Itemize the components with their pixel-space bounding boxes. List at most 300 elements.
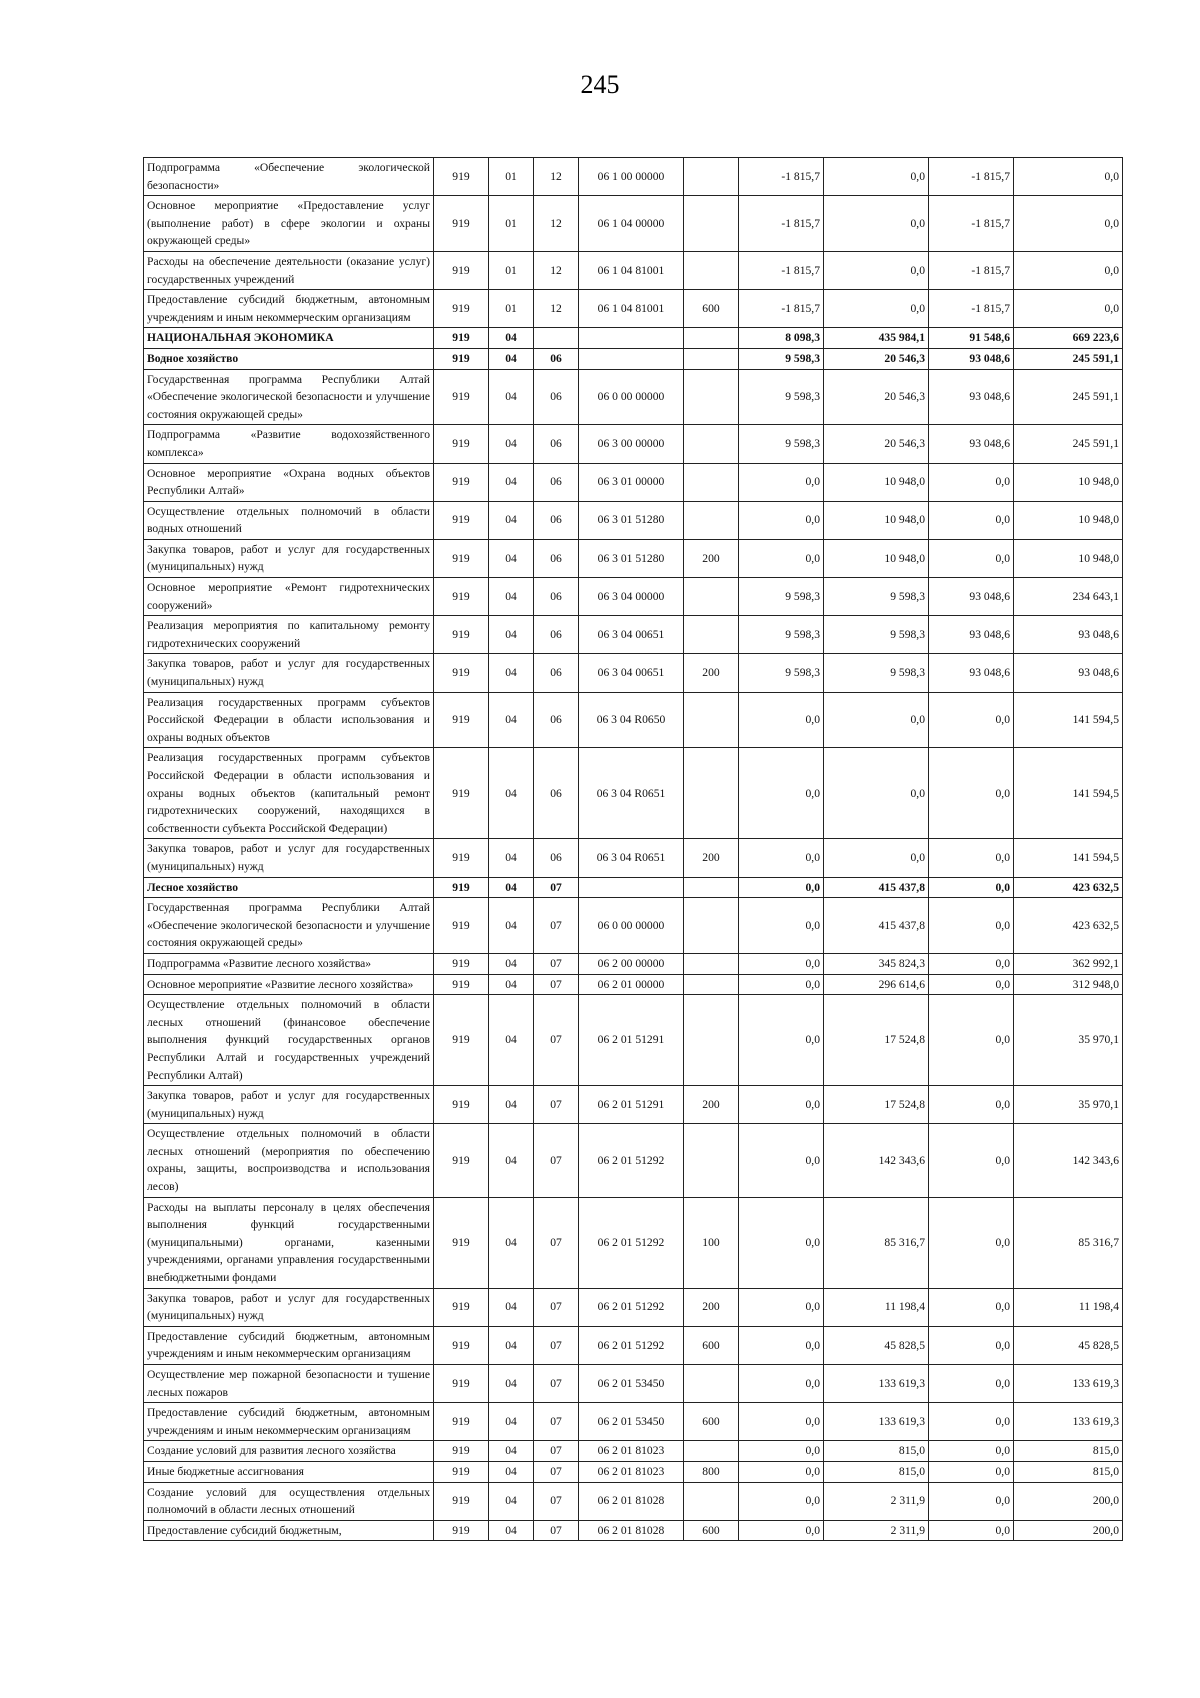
cell-amount-1: 0,0 xyxy=(739,539,824,577)
cell-subsection-code: 07 xyxy=(534,877,579,898)
cell-section-code: 04 xyxy=(489,1365,534,1403)
cell-amount-1: 0,0 xyxy=(739,1482,824,1520)
cell-grbs-code: 919 xyxy=(434,1403,489,1441)
cell-name: Осуществление отдельных полномочий в области лесных отношений (финансовое обеспечение выполнения функций государственных органов Республики Алтай и государственных учреждений Республики Алтай) xyxy=(144,995,434,1086)
cell-amount-2: 435 984,1 xyxy=(824,328,929,349)
cell-amount-1: 0,0 xyxy=(739,953,824,974)
cell-expense-type xyxy=(684,974,739,995)
cell-name: Расходы на выплаты персоналу в целях обеспечения выполнения функций государственными (муниципальными) органами, казенными учреждениями, органами управления государственными внебюджетными фондами xyxy=(144,1197,434,1288)
cell-amount-1: 0,0 xyxy=(739,877,824,898)
cell-target-article: 06 2 01 51292 xyxy=(579,1326,684,1364)
cell-section-code: 04 xyxy=(489,369,534,425)
cell-amount-4: 245 591,1 xyxy=(1014,369,1123,425)
cell-expense-type xyxy=(684,425,739,463)
cell-subsection-code: 06 xyxy=(534,369,579,425)
cell-name: Подпрограмма «Развитие водохозяйственного комплекса» xyxy=(144,425,434,463)
cell-amount-3: 0,0 xyxy=(929,1086,1014,1124)
cell-amount-4: 10 948,0 xyxy=(1014,501,1123,539)
cell-amount-2: 0,0 xyxy=(824,290,929,328)
cell-expense-type: 200 xyxy=(684,654,739,692)
cell-expense-type xyxy=(684,1482,739,1520)
cell-amount-1: 9 598,3 xyxy=(739,616,824,654)
cell-amount-2: 45 828,5 xyxy=(824,1326,929,1364)
cell-expense-type: 600 xyxy=(684,1326,739,1364)
cell-subsection-code: 12 xyxy=(534,290,579,328)
cell-subsection-code: 07 xyxy=(534,1461,579,1482)
cell-amount-2: 20 546,3 xyxy=(824,369,929,425)
cell-amount-4: 815,0 xyxy=(1014,1441,1123,1462)
cell-section-code: 04 xyxy=(489,692,534,748)
cell-grbs-code: 919 xyxy=(434,974,489,995)
cell-amount-1: 0,0 xyxy=(739,974,824,995)
cell-amount-2: 133 619,3 xyxy=(824,1403,929,1441)
cell-amount-3: 0,0 xyxy=(929,953,1014,974)
cell-amount-2: 11 198,4 xyxy=(824,1288,929,1326)
cell-grbs-code: 919 xyxy=(434,1482,489,1520)
cell-subsection-code: 07 xyxy=(534,1326,579,1364)
table-row xyxy=(144,1403,1123,1441)
cell-amount-1: 0,0 xyxy=(739,1124,824,1197)
cell-grbs-code: 919 xyxy=(434,1288,489,1326)
cell-expense-type xyxy=(684,995,739,1086)
cell-target-article: 06 3 01 51280 xyxy=(579,501,684,539)
table-row xyxy=(144,539,1123,577)
cell-section-code: 04 xyxy=(489,1326,534,1364)
cell-amount-2: 17 524,8 xyxy=(824,995,929,1086)
cell-subsection-code: 07 xyxy=(534,953,579,974)
cell-subsection-code: 06 xyxy=(534,348,579,369)
cell-target-article: 06 3 04 R0651 xyxy=(579,839,684,877)
cell-amount-4: 142 343,6 xyxy=(1014,1124,1123,1197)
cell-amount-1: 8 098,3 xyxy=(739,328,824,349)
table-row xyxy=(144,995,1123,1086)
cell-name: Лесное хозяйство xyxy=(144,877,434,898)
cell-expense-type xyxy=(684,348,739,369)
cell-amount-4: 11 198,4 xyxy=(1014,1288,1123,1326)
table-row xyxy=(144,158,1123,196)
cell-name: Закупка товаров, работ и услуг для государственных (муниципальных) нужд xyxy=(144,1086,434,1124)
cell-section-code: 04 xyxy=(489,1403,534,1441)
cell-section-code: 04 xyxy=(489,578,534,616)
cell-section-code: 04 xyxy=(489,1441,534,1462)
cell-amount-4: 0,0 xyxy=(1014,196,1123,252)
cell-amount-3: 0,0 xyxy=(929,898,1014,954)
cell-amount-4: 200,0 xyxy=(1014,1482,1123,1520)
cell-grbs-code: 919 xyxy=(434,251,489,289)
cell-subsection-code: 07 xyxy=(534,898,579,954)
table-row xyxy=(144,348,1123,369)
cell-amount-4: 133 619,3 xyxy=(1014,1403,1123,1441)
cell-grbs-code: 919 xyxy=(434,654,489,692)
cell-grbs-code: 919 xyxy=(434,1326,489,1364)
cell-section-code: 04 xyxy=(489,328,534,349)
cell-name: Создание условий для развития лесного хозяйства xyxy=(144,1441,434,1462)
cell-amount-3: 0,0 xyxy=(929,1197,1014,1288)
cell-amount-1: 0,0 xyxy=(739,995,824,1086)
cell-amount-3: 91 548,6 xyxy=(929,328,1014,349)
cell-expense-type xyxy=(684,501,739,539)
cell-expense-type xyxy=(684,251,739,289)
table-body xyxy=(144,158,1123,1541)
cell-subsection-code: 06 xyxy=(534,748,579,839)
cell-grbs-code: 919 xyxy=(434,1365,489,1403)
cell-amount-3: -1 815,7 xyxy=(929,196,1014,252)
cell-amount-1: 0,0 xyxy=(739,1197,824,1288)
cell-amount-3: 0,0 xyxy=(929,463,1014,501)
cell-grbs-code: 919 xyxy=(434,898,489,954)
table-row xyxy=(144,1124,1123,1197)
cell-expense-type: 200 xyxy=(684,839,739,877)
table-row xyxy=(144,748,1123,839)
cell-expense-type xyxy=(684,1441,739,1462)
cell-amount-1: 9 598,3 xyxy=(739,578,824,616)
cell-amount-3: 0,0 xyxy=(929,1365,1014,1403)
cell-target-article: 06 2 01 81028 xyxy=(579,1482,684,1520)
cell-amount-3: 0,0 xyxy=(929,692,1014,748)
cell-target-article xyxy=(579,877,684,898)
cell-subsection-code: 07 xyxy=(534,995,579,1086)
cell-subsection-code: 07 xyxy=(534,1197,579,1288)
cell-name: Реализация государственных программ субъектов Российской Федерации в области использования и охраны водных объектов xyxy=(144,692,434,748)
cell-amount-1: 0,0 xyxy=(739,1365,824,1403)
cell-section-code: 04 xyxy=(489,974,534,995)
cell-section-code: 04 xyxy=(489,953,534,974)
cell-amount-1: 0,0 xyxy=(739,1520,824,1541)
cell-amount-2: 815,0 xyxy=(824,1461,929,1482)
cell-expense-type xyxy=(684,196,739,252)
cell-target-article xyxy=(579,348,684,369)
cell-expense-type: 600 xyxy=(684,290,739,328)
cell-amount-2: 0,0 xyxy=(824,251,929,289)
cell-expense-type: 100 xyxy=(684,1197,739,1288)
cell-section-code: 04 xyxy=(489,1086,534,1124)
cell-subsection-code: 06 xyxy=(534,692,579,748)
cell-name: Государственная программа Республики Алтай «Обеспечение экологической безопасности и улучшение состояния окружающей среды» xyxy=(144,898,434,954)
cell-subsection-code: 07 xyxy=(534,1086,579,1124)
cell-expense-type xyxy=(684,953,739,974)
table-row xyxy=(144,654,1123,692)
cell-amount-3: -1 815,7 xyxy=(929,158,1014,196)
cell-amount-1: 0,0 xyxy=(739,1441,824,1462)
cell-grbs-code: 919 xyxy=(434,328,489,349)
cell-name: Подпрограмма «Обеспечение экологической безопасности» xyxy=(144,158,434,196)
cell-section-code: 04 xyxy=(489,1288,534,1326)
table-row xyxy=(144,425,1123,463)
cell-amount-4: 141 594,5 xyxy=(1014,692,1123,748)
cell-target-article: 06 1 04 00000 xyxy=(579,196,684,252)
cell-amount-2: 10 948,0 xyxy=(824,501,929,539)
cell-name: Иные бюджетные ассигнования xyxy=(144,1461,434,1482)
cell-amount-3: -1 815,7 xyxy=(929,290,1014,328)
cell-amount-3: 93 048,6 xyxy=(929,616,1014,654)
cell-amount-2: 2 311,9 xyxy=(824,1520,929,1541)
cell-subsection-code: 06 xyxy=(534,616,579,654)
cell-amount-2: 415 437,8 xyxy=(824,877,929,898)
cell-amount-2: 142 343,6 xyxy=(824,1124,929,1197)
cell-amount-3: 0,0 xyxy=(929,877,1014,898)
cell-amount-2: 17 524,8 xyxy=(824,1086,929,1124)
cell-target-article: 06 0 00 00000 xyxy=(579,369,684,425)
cell-amount-2: 2 311,9 xyxy=(824,1482,929,1520)
cell-name: Предоставление субсидий бюджетным, автономным учреждениям и иным некоммерческим организациям xyxy=(144,290,434,328)
cell-target-article: 06 1 00 00000 xyxy=(579,158,684,196)
cell-grbs-code: 919 xyxy=(434,578,489,616)
cell-amount-2: 0,0 xyxy=(824,839,929,877)
table-row xyxy=(144,953,1123,974)
cell-name: Расходы на обеспечение деятельности (оказание услуг) государственных учреждений xyxy=(144,251,434,289)
cell-grbs-code: 919 xyxy=(434,1520,489,1541)
cell-name: Подпрограмма «Развитие лесного хозяйства» xyxy=(144,953,434,974)
cell-amount-3: 0,0 xyxy=(929,501,1014,539)
cell-amount-2: 415 437,8 xyxy=(824,898,929,954)
cell-amount-2: 133 619,3 xyxy=(824,1365,929,1403)
cell-target-article: 06 0 00 00000 xyxy=(579,898,684,954)
cell-subsection-code: 06 xyxy=(534,501,579,539)
cell-subsection-code: 07 xyxy=(534,1365,579,1403)
cell-name: Закупка товаров, работ и услуг для государственных (муниципальных) нужд xyxy=(144,839,434,877)
cell-expense-type xyxy=(684,898,739,954)
table-row xyxy=(144,839,1123,877)
cell-name: Основное мероприятие «Предоставление услуг (выполнение работ) в сфере экологии и охраны окружающей среды» xyxy=(144,196,434,252)
cell-expense-type xyxy=(684,463,739,501)
cell-amount-4: 245 591,1 xyxy=(1014,348,1123,369)
table-row xyxy=(144,251,1123,289)
cell-subsection-code: 12 xyxy=(534,251,579,289)
cell-amount-3: 0,0 xyxy=(929,1482,1014,1520)
cell-amount-2: 0,0 xyxy=(824,158,929,196)
cell-name: Осуществление отдельных полномочий в области лесных отношений (мероприятия по обеспечению охраны, защиты, воспроизводства и использования лесов) xyxy=(144,1124,434,1197)
cell-amount-1: 0,0 xyxy=(739,1288,824,1326)
cell-section-code: 04 xyxy=(489,616,534,654)
cell-amount-2: 10 948,0 xyxy=(824,539,929,577)
cell-subsection-code: 07 xyxy=(534,1482,579,1520)
cell-grbs-code: 919 xyxy=(434,425,489,463)
cell-amount-1: 9 598,3 xyxy=(739,348,824,369)
cell-subsection-code: 06 xyxy=(534,539,579,577)
cell-amount-4: 200,0 xyxy=(1014,1520,1123,1541)
cell-amount-2: 0,0 xyxy=(824,748,929,839)
cell-amount-3: 0,0 xyxy=(929,1124,1014,1197)
cell-amount-1: 9 598,3 xyxy=(739,425,824,463)
cell-subsection-code: 07 xyxy=(534,974,579,995)
cell-section-code: 04 xyxy=(489,748,534,839)
cell-subsection-code: 07 xyxy=(534,1124,579,1197)
budget-table xyxy=(143,157,1123,1541)
cell-grbs-code: 919 xyxy=(434,348,489,369)
cell-amount-3: 0,0 xyxy=(929,1403,1014,1441)
table-row xyxy=(144,290,1123,328)
cell-amount-3: 93 048,6 xyxy=(929,654,1014,692)
cell-expense-type: 800 xyxy=(684,1461,739,1482)
cell-section-code: 01 xyxy=(489,196,534,252)
cell-amount-4: 234 643,1 xyxy=(1014,578,1123,616)
cell-amount-4: 10 948,0 xyxy=(1014,539,1123,577)
table-row xyxy=(144,1197,1123,1288)
cell-grbs-code: 919 xyxy=(434,616,489,654)
cell-expense-type: 200 xyxy=(684,1288,739,1326)
cell-amount-4: 133 619,3 xyxy=(1014,1365,1123,1403)
cell-target-article: 06 2 01 51292 xyxy=(579,1288,684,1326)
cell-amount-3: 0,0 xyxy=(929,1326,1014,1364)
cell-target-article: 06 3 04 R0651 xyxy=(579,748,684,839)
table-row xyxy=(144,1288,1123,1326)
cell-grbs-code: 919 xyxy=(434,748,489,839)
cell-subsection-code: 06 xyxy=(534,578,579,616)
cell-subsection-code xyxy=(534,328,579,349)
cell-amount-2: 85 316,7 xyxy=(824,1197,929,1288)
cell-expense-type: 200 xyxy=(684,539,739,577)
cell-subsection-code: 07 xyxy=(534,1441,579,1462)
cell-grbs-code: 919 xyxy=(434,1461,489,1482)
cell-target-article: 06 1 04 81001 xyxy=(579,290,684,328)
table-row xyxy=(144,501,1123,539)
cell-grbs-code: 919 xyxy=(434,369,489,425)
cell-amount-2: 0,0 xyxy=(824,692,929,748)
cell-amount-1: -1 815,7 xyxy=(739,251,824,289)
cell-amount-4: 0,0 xyxy=(1014,158,1123,196)
cell-amount-1: -1 815,7 xyxy=(739,158,824,196)
cell-grbs-code: 919 xyxy=(434,290,489,328)
cell-expense-type: 200 xyxy=(684,1086,739,1124)
cell-name: Государственная программа Республики Алтай «Обеспечение экологической безопасности и улучшение состояния окружающей среды» xyxy=(144,369,434,425)
cell-amount-4: 423 632,5 xyxy=(1014,877,1123,898)
table-row xyxy=(144,616,1123,654)
cell-amount-2: 9 598,3 xyxy=(824,654,929,692)
cell-section-code: 04 xyxy=(489,1124,534,1197)
cell-amount-1: 0,0 xyxy=(739,463,824,501)
cell-section-code: 04 xyxy=(489,839,534,877)
cell-amount-4: 10 948,0 xyxy=(1014,463,1123,501)
table-row xyxy=(144,1482,1123,1520)
cell-name: Закупка товаров, работ и услуг для государственных (муниципальных) нужд xyxy=(144,1288,434,1326)
cell-grbs-code: 919 xyxy=(434,953,489,974)
cell-target-article: 06 3 04 00651 xyxy=(579,616,684,654)
cell-amount-3: 0,0 xyxy=(929,1461,1014,1482)
cell-amount-2: 0,0 xyxy=(824,196,929,252)
cell-amount-4: 815,0 xyxy=(1014,1461,1123,1482)
cell-subsection-code: 06 xyxy=(534,425,579,463)
cell-target-article: 06 3 01 51280 xyxy=(579,539,684,577)
cell-amount-3: 0,0 xyxy=(929,839,1014,877)
cell-target-article: 06 1 04 81001 xyxy=(579,251,684,289)
table-row xyxy=(144,974,1123,995)
cell-grbs-code: 919 xyxy=(434,501,489,539)
cell-amount-1: 0,0 xyxy=(739,898,824,954)
cell-target-article: 06 3 04 00000 xyxy=(579,578,684,616)
table-row xyxy=(144,898,1123,954)
cell-amount-2: 20 546,3 xyxy=(824,425,929,463)
cell-section-code: 04 xyxy=(489,1197,534,1288)
cell-target-article: 06 2 01 00000 xyxy=(579,974,684,995)
cell-grbs-code: 919 xyxy=(434,692,489,748)
table-row xyxy=(144,328,1123,349)
cell-section-code: 01 xyxy=(489,290,534,328)
cell-amount-3: 93 048,6 xyxy=(929,578,1014,616)
cell-amount-4: 362 992,1 xyxy=(1014,953,1123,974)
cell-amount-1: 0,0 xyxy=(739,748,824,839)
cell-amount-3: 93 048,6 xyxy=(929,425,1014,463)
cell-amount-2: 345 824,3 xyxy=(824,953,929,974)
cell-amount-3: 0,0 xyxy=(929,1520,1014,1541)
cell-name: Предоставление субсидий бюджетным, автономным учреждениям и иным некоммерческим организациям xyxy=(144,1403,434,1441)
cell-section-code: 04 xyxy=(489,898,534,954)
cell-amount-1: -1 815,7 xyxy=(739,196,824,252)
cell-amount-3: 0,0 xyxy=(929,539,1014,577)
cell-amount-1: 0,0 xyxy=(739,1086,824,1124)
cell-target-article: 06 2 01 81023 xyxy=(579,1441,684,1462)
cell-grbs-code: 919 xyxy=(434,1086,489,1124)
cell-amount-4: 669 223,6 xyxy=(1014,328,1123,349)
cell-amount-4: 423 632,5 xyxy=(1014,898,1123,954)
cell-target-article: 06 2 00 00000 xyxy=(579,953,684,974)
cell-section-code: 04 xyxy=(489,348,534,369)
cell-name: НАЦИОНАЛЬНАЯ ЭКОНОМИКА xyxy=(144,328,434,349)
cell-amount-3: 93 048,6 xyxy=(929,348,1014,369)
cell-section-code: 01 xyxy=(489,251,534,289)
table-row xyxy=(144,1461,1123,1482)
cell-subsection-code: 07 xyxy=(534,1288,579,1326)
cell-amount-4: 141 594,5 xyxy=(1014,748,1123,839)
cell-target-article xyxy=(579,328,684,349)
cell-expense-type xyxy=(684,578,739,616)
table-row xyxy=(144,877,1123,898)
cell-section-code: 04 xyxy=(489,1482,534,1520)
cell-amount-2: 20 546,3 xyxy=(824,348,929,369)
cell-expense-type xyxy=(684,1365,739,1403)
cell-amount-1: 0,0 xyxy=(739,1326,824,1364)
cell-amount-4: 93 048,6 xyxy=(1014,616,1123,654)
cell-section-code: 04 xyxy=(489,995,534,1086)
cell-amount-3: 93 048,6 xyxy=(929,369,1014,425)
cell-amount-4: 85 316,7 xyxy=(1014,1197,1123,1288)
cell-amount-3: -1 815,7 xyxy=(929,251,1014,289)
cell-grbs-code: 919 xyxy=(434,158,489,196)
cell-name: Предоставление субсидий бюджетным, автономным учреждениям и иным некоммерческим организациям xyxy=(144,1326,434,1364)
cell-section-code: 04 xyxy=(489,654,534,692)
cell-target-article: 06 2 01 51292 xyxy=(579,1197,684,1288)
cell-name: Реализация государственных программ субъектов Российской Федерации в области использования и охраны водных объектов (капитальный ремонт гидротехнических сооружений, находящихся в собственности субъекта Российской Федерации) xyxy=(144,748,434,839)
cell-amount-3: 0,0 xyxy=(929,748,1014,839)
cell-name: Создание условий для осуществления отдельных полномочий в области лесных отношений xyxy=(144,1482,434,1520)
cell-subsection-code: 07 xyxy=(534,1403,579,1441)
cell-expense-type xyxy=(684,1124,739,1197)
table-row xyxy=(144,1365,1123,1403)
cell-amount-1: 0,0 xyxy=(739,692,824,748)
cell-expense-type xyxy=(684,616,739,654)
cell-amount-1: 0,0 xyxy=(739,501,824,539)
cell-subsection-code: 06 xyxy=(534,839,579,877)
cell-expense-type: 600 xyxy=(684,1403,739,1441)
cell-target-article: 06 3 00 00000 xyxy=(579,425,684,463)
cell-amount-1: 0,0 xyxy=(739,839,824,877)
cell-target-article: 06 2 01 53450 xyxy=(579,1403,684,1441)
table-row xyxy=(144,196,1123,252)
cell-grbs-code: 919 xyxy=(434,1197,489,1288)
cell-section-code: 01 xyxy=(489,158,534,196)
cell-amount-3: 0,0 xyxy=(929,995,1014,1086)
cell-name: Водное хозяйство xyxy=(144,348,434,369)
cell-amount-3: 0,0 xyxy=(929,1441,1014,1462)
cell-amount-4: 312 948,0 xyxy=(1014,974,1123,995)
cell-section-code: 04 xyxy=(489,463,534,501)
table-row xyxy=(144,1326,1123,1364)
cell-expense-type xyxy=(684,328,739,349)
cell-expense-type xyxy=(684,158,739,196)
cell-amount-3: 0,0 xyxy=(929,1288,1014,1326)
cell-target-article: 06 2 01 51291 xyxy=(579,1086,684,1124)
page-number: 245 xyxy=(580,70,620,99)
cell-amount-3: 0,0 xyxy=(929,974,1014,995)
